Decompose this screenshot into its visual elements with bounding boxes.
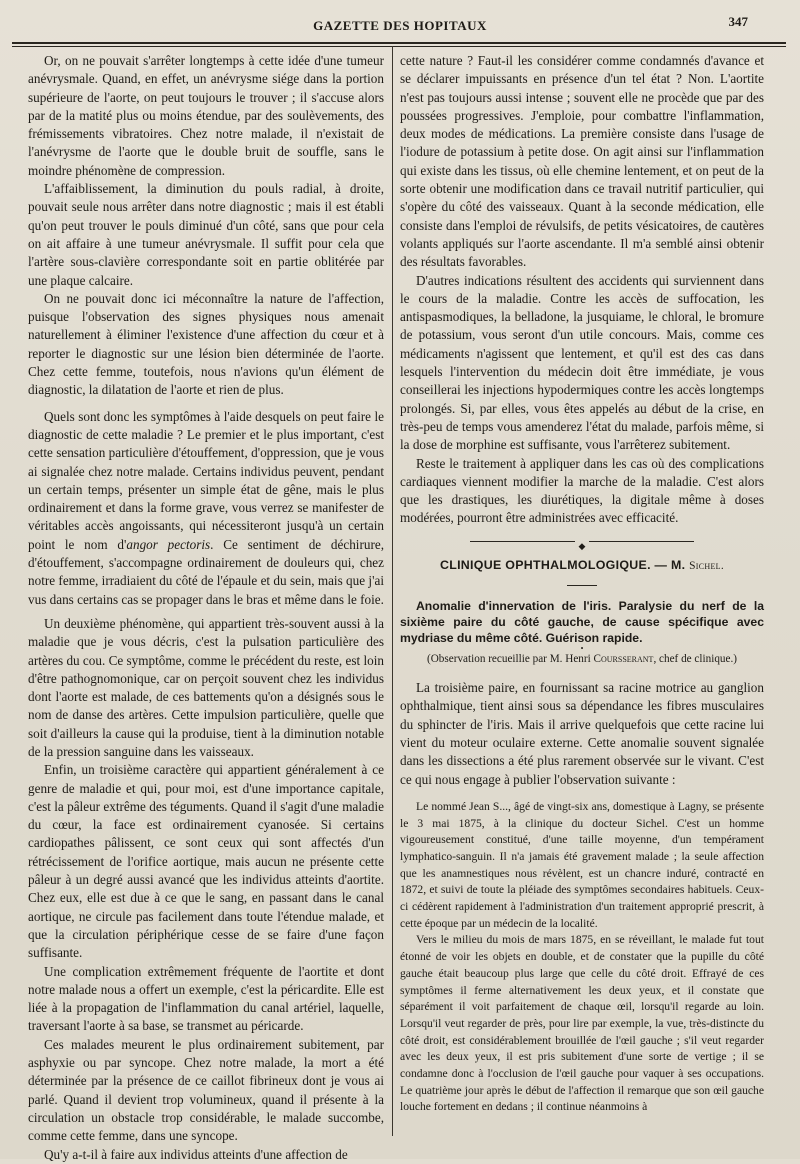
paragraph: [28, 408, 384, 609]
case-paragraph: Vers le milieu du mois de mars 1875, en se réveillant, le malade fut tout étonné de voir les objets en double, et de constater que la pupille du côté gauche était beaucoup plus large que celle du côté droit. Effrayé de ces symptômes il ferme alternativement les deux yeux, et il constate que séparément il voit parfaitement de chaque œil, lorsqu'il regarde au loin. Lorsqu'il veut regarder de près, pour lire par exemple, la vue, très-distincte du côté droit, est considérablement brouillée de l'œil gauche ; s'il veut regarder avec les deux yeux, il est pris subitement d'une sorte de vertige ; il se condamne donc à l'occlusion de l'œil gauche pour vaquer à ses occupations. Le quatrième jour après le début de l'affection il remarque que son œil gauche louche fortement en dedans ; il continue néanmoins à: [400, 933, 764, 1114]
paragraph: On ne pouvait donc ici méconnaître la nature de l'affection, puisque l'observation des signes physiques nous amenait naturellement à éliminer l'existence d'une affection du cœur et à reporter le diagnostic sur une lésion bien déterminée de l'aorte. Chez cette femme, toutefois, nous n'avions qu'un élément de diagnostic, la dilatation de l'aorte et rien de plus.: [28, 290, 384, 398]
column-divider: [392, 46, 393, 1136]
section-separator: ◆: [400, 536, 764, 546]
section-heading: [400, 556, 764, 575]
paragraph-text: . Ce sentiment de déchirure, d'étouffement, s'accompagne ordinairement de douleurs qui, chez notre femme, irradiaient du côté de l'épaule et du sein, mais que j'ai vus dans certains cas se propager dans le bras et même dans le foie.: [28, 536, 385, 607]
note-author: Coursserant: [593, 653, 654, 666]
section-author: Sichel.: [689, 559, 725, 572]
header-rule: [12, 42, 786, 47]
note-text: , chef de clinique.): [653, 653, 737, 666]
paragraph: Une complication extrêmement fréquente de l'aortite et dont notre malade nous a offert un exemple, c'est la péricardite. Elle est liée à la propagation de l'inflammation du canal artériel, laquelle, traversant l'aorte à sa base, se transmet au péricarde.: [28, 963, 384, 1034]
paragraph: Enfin, un troisième caractère qui appartient généralement à ce genre de maladie et qui, pour moi, est d'une importance capitale, c'est la pâleur extrême des téguments. Quand il s'agit d'une maladie du cœur, la face est ordinairement cyanosée. Si certains cardiopathes pâlissent, ce sont ceux qui sont affectés d'un rétrécissement de l'orifice aortique, mais aucun ne présente cette pâleur à un degré aussi avancé que les individus atteints d'aortite. Chez eux, elle est due à ce que le sang, en passant dans le canal aortique, ne circule pas facilement dans toute l'étendue malade, et que la circulation périphérique cesse de se faire d'une façon suffisante.: [28, 762, 384, 961]
paragraph: Reste le traitement à appliquer dans les cas où des complications cardiaques viennent modifier la marche de la maladie. C'est alors que les drastiques, les diurétiques, la digitale même à doses modérées, pourront être administrées avec efficacité.: [400, 455, 764, 526]
article-title: Anomalie d'innervation de l'iris. Paralysie du nerf de la sixième paire du côté gauche, de cause spécifique avec mydriase du même côté. Guérison rapide.: [400, 599, 764, 646]
paragraph: La troisième paire, en fournissant sa racine motrice au ganglion ophthalmique, tient ainsi sous sa dépendance les fibres musculaires du sphincter de l'iris. Mais il arrive quelquefois que cette racine lui vient du moteur oculaire externe. Cette anomalie souvent signalée dans les dissections a été plus rarement observée sur le vivant. C'est ce qui nous engage à publier l'observation suivante :: [400, 680, 764, 787]
section-title: CLINIQUE OPHTHALMOLOGIQUE. — M.: [439, 557, 686, 572]
right-column: [400, 52, 764, 1116]
paragraph: cette nature ? Faut-il les considérer comme condamnés d'avance et se déclarer impuissants en présence d'un tel état ? Non. L'aortite n'est pas toujours aussi intense ; souvent elle ne procède que par des poussées progressives. J'emploie, pour combattre l'inflammation, deux modes de médications. La première consiste dans l'usage de l'iodure de potassium à petite dose. On agit ainsi sur l'inflammation qui existe dans les tissus, où elle chemine lentement, et on peut de la sorte obtenir une modification dans ce travail nutritif particulier, qui s'opère du côté des vaisseaux. Quant à la seconde médication, elle consiste dans l'emploi de révulsifs, de petits vésicatoires, de cautères volants appliqués sur l'aorte ascendante. Il m'a semblé ainsi obtenir des résultats favorables.: [400, 53, 764, 270]
note-text: (Observation recueillie par M. Henri: [427, 653, 591, 666]
paragraph: Ces malades meurent le plus ordinairement subitement, par asphyxie ou par syncope. Chez notre malade, la mort a été déterminée par la présence de ce caillot fibrineux dont je vous ai parlé. Quand il devient trop volumineux, quand il présente à la circulation un obstacle trop considérable, le malade succombe, comme cette femme, dans une syncope.: [28, 1036, 384, 1144]
paragraph-text: Quels sont donc les symptômes à l'aide desquels on peut faire le diagnostic de cette maladie ? Le premier et le plus important, c'est cette sensation particulière d'étouffement, d'oppression, que je vous ai signalée chez notre malade. Certains individus peuvent, pendant un certain temps, présenter un simple état de gêne, mais le plus ordinairement et dans la forme grave, vous verrez se manifester de véritables accès angoissants, qui nécessiteront jusqu'à un certain point le nom d': [28, 408, 384, 552]
paragraph: Un deuxième phénomène, qui appartient très-souvent aussi à la maladie que je vous décris, c'est la pulsation particulière des artères du cou. Ce symptôme, comme le précédent du reste, est loin d'être pathognomonique, car on perçoit souvent chez les individus dont l'aorte est malade, de ces battements qu'on a désignés sous le nom de danse des artères. Cette impulsion particulière, quelle que soit d'ailleurs la cause qui la produise, tient à la diminution notable de la pression sanguine dans les vaisseaux.: [28, 615, 384, 759]
ornament-dot: •: [580, 644, 584, 654]
case-paragraph: Le nommé Jean S..., âgé de vingt-six ans, domestique à Lagny, se présente le 3 mai 1875, à la clinique du docteur Sichel. C'est un homme vigoureusement constitué, d'une taille moyenne, d'un tempérament lymphatico-sanguin. Il n'a jamais été gravement malade ; la seule affection que les anamnestiques nous révèlent, est un chancre induré, contracté en 1872, et suivi de toute la pléiade des symptômes secondaires habituels. Ceux-ci cédèrent rapidement à l'administration d'un traitement approprié prescrit, à cette époque par un médecin de la localité.: [400, 799, 764, 930]
running-head: [14, 8, 786, 38]
italic-term: angor pectoris: [126, 536, 211, 552]
paragraph: L'affaiblissement, la diminution du pouls radial, à droite, pouvait seule nous arrêter dans notre diagnostic ; mais il est établi qu'on peut trouver le pouls diminué d'un côté, sans que pour cela on ait affaire à une tumeur anévrysmale. Il suffit pour cela que l'artère sous-clavière correspondante soit en partie oblitérée par une plaque calcaire.: [28, 181, 384, 288]
paragraph: Or, on ne pouvait s'arrêter longtemps à cette idée d'une tumeur anévrysmale. Quand, en effet, un anévrysme siége dans la portion supérieure de l'aorte, on peut toujours le trouver ; il s'accuse alors par de la matité plus ou moins étendue, par des soulèvements, des frémissements vibratoires. Chez notre malade, il n'existait de l'anévrysme de l'aorte que le double bruit de souffle, sans le moindre phénomène de compression.: [28, 53, 384, 178]
observation-note: [400, 652, 764, 667]
left-column: [28, 52, 384, 1164]
journal-title: GAZETTE DES HOPITAUX: [313, 18, 487, 33]
paragraph: D'autres indications résultent des accidents qui surviennent dans le cours de la maladie. Contre les accès de suffocation, les antispasmodiques, la belladone, la jusquiame, le chloral, le bromure de potassium, vous seront d'un utile concours. Mais, comme ces médicaments n'agissent que lentement, et qu'il est des cas dans lesquels l'intervention du médecin doit être immédiate, je vous conseillerai les injections hypodermiques contre les accès longtemps prolongés. Si, par elles, vous êtes appelés au début de la crise, en très-peu de temps vous amenderez l'état du malade, parfois même, si la dose de morphine est suffisante, vous l'arrêterez subitement.: [400, 272, 764, 453]
page-number: 347: [728, 14, 748, 29]
short-rule: [567, 585, 597, 586]
paragraph: Qu'y a-t-il à faire aux individus atteints d'une affection de: [44, 1146, 348, 1162]
